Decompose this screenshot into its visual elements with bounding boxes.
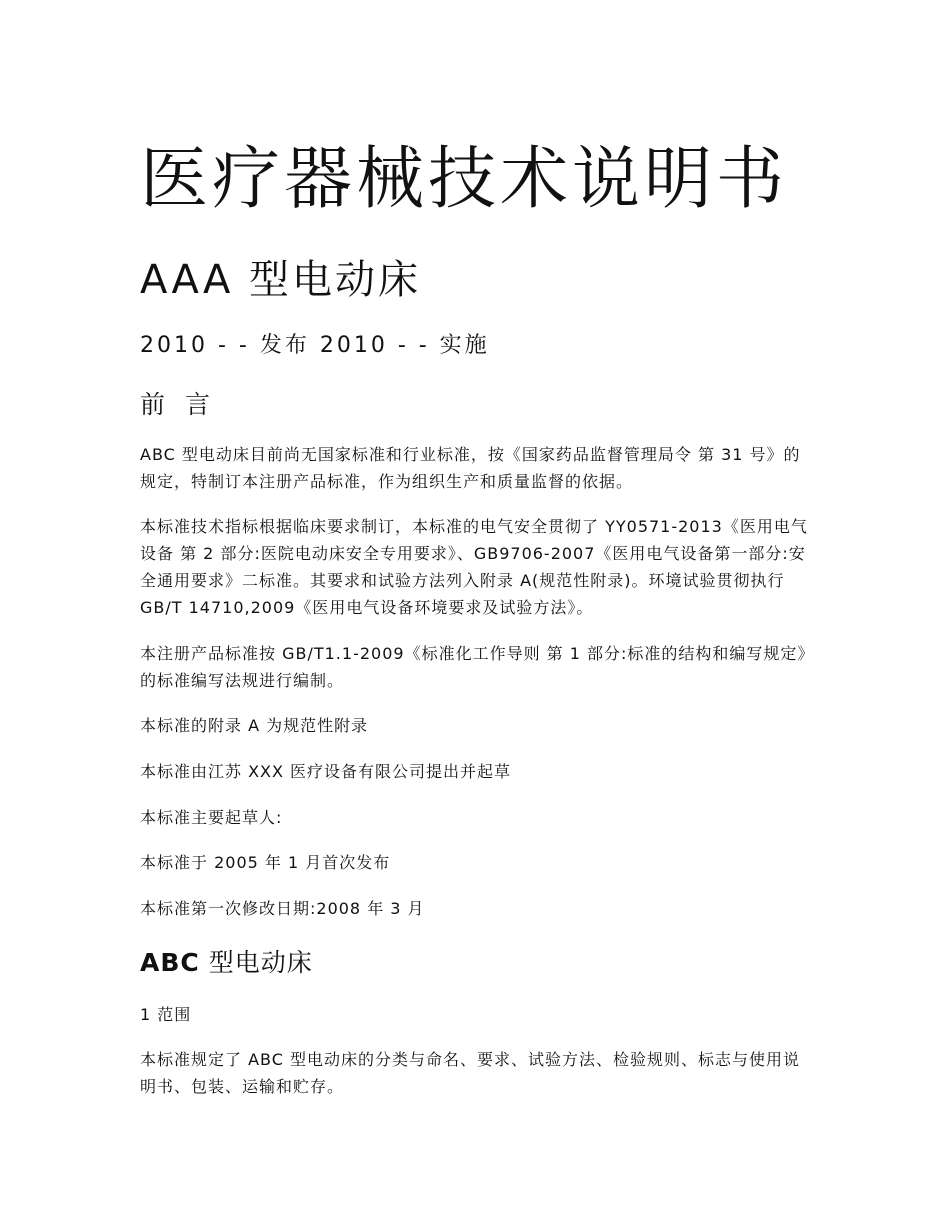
preface-paragraph-5: 本标准由江苏 XXX 医疗设备有限公司提出并起草 (140, 762, 512, 781)
scope-paragraph: 本标准规定了 ABC 型电动床的分类与命名、要求、试验方法、检验规则、标志与使用说明书、包装、运输和贮存。 (140, 1050, 800, 1096)
section-heading-model: ABC (140, 948, 200, 977)
preface-paragraph-6: 本标准主要起草人: (140, 808, 283, 827)
document-title: 医疗器械技术说明书 (140, 140, 789, 219)
preface-paragraph-4: 本标准的附录 A 为规范性附录 (140, 716, 369, 735)
section-heading-text: 型电动床 (199, 948, 313, 977)
section-heading (140, 946, 313, 980)
preface-paragraph-3: 本注册产品标准按 GB/T1.1-2009《标准化工作导则 第 1 部分:标准的结构和编写规定》的标准编写法规进行编制。 (140, 644, 807, 690)
preface-paragraph-2: 本标准技术指标根据临床要求制订，本标准的电气安全贯彻了 YY0571-2013《医用电气设备 第 2 部分:医院电动床安全专用要求》、GB9706-2007《医用电气设备第一部分:安全通用要求》二标准。其要求和试验方法列入附录 A(规范性附录)。环境试验贯彻执行 GB/T 14710,2009《医用电气设备环境要求及试验方法》。 (140, 517, 808, 617)
preface-paragraph-7: 本标准于 2005 年 1 月首次发布 (140, 853, 391, 872)
document-subtitle: AAA 型电动床 (140, 257, 422, 303)
publish-dates: 2010 - - 发布 2010 - - 实施 (140, 333, 490, 358)
preface-paragraph-1: ABC 型电动床目前尚无国家标准和行业标准，按《国家药品监督管理局令 第 31 号》的规定，特制订本注册产品标准，作为组织生产和质量监督的依据。 (140, 445, 801, 491)
clause-heading-scope: 1 范围 (140, 1005, 192, 1024)
preface-paragraph-8: 本标准第一次修改日期:2008 年 3 月 (140, 899, 425, 918)
preface-heading: 前 言 (140, 390, 216, 419)
